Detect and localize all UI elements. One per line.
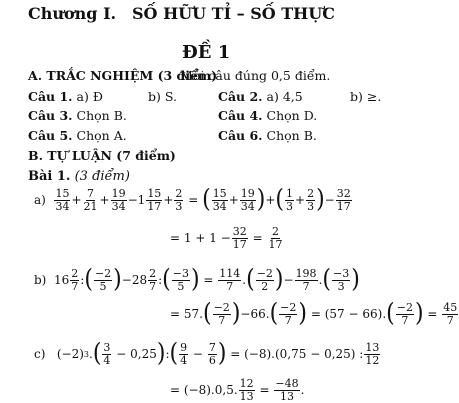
question-label: Câu 2. xyxy=(218,89,263,104)
section-b-heading: B. TỰ LUẬN (7 điểm) xyxy=(28,148,176,163)
answer-row xyxy=(28,91,103,104)
fraction: $\frac{-48}{13}$ xyxy=(275,377,299,403)
chapter-label: Chương I. xyxy=(28,4,117,23)
question-label: Câu 6. xyxy=(218,128,263,143)
fraction: $\frac{2}{7}$ xyxy=(149,267,157,293)
fraction: $\frac{13}{12}$ xyxy=(365,341,380,367)
fraction: $\frac{-2}{2}$ xyxy=(256,267,273,293)
fraction: $\frac{2}{17}$ xyxy=(268,225,283,251)
exam-title: ĐỀ 1 xyxy=(182,42,231,63)
equation-c-line1: c) (−2) 3 . ( $\frac{3}{4}$ − 0,25 ) : ( $\frac{9}{4}$ − $\frac{7}{6}$ ) = (−8).(0,75 − 0,25) : $\frac{13}{12}$ xyxy=(34,339,380,368)
equation-a-line2: = 1 + 1 − $\frac{32}{17}$ = $\frac{2}{17}$ xyxy=(170,225,283,251)
answer-row xyxy=(28,130,127,143)
fraction: $\frac{-2}{7}$ xyxy=(213,301,230,327)
fraction: $\frac{15}{34}$ xyxy=(55,187,70,213)
answer-value: Chọn B. xyxy=(266,128,317,143)
equation-b-line1: b) 16 $\frac{2}{7}$ : ( $\frac{-2}{5}$ ) − 28 $\frac{2}{7}$ : ( $\frac{-3}{5}$ ) = $\frac{114}{7}$ . ( $\frac{-2}{2}$ ) − $\frac{198}{7}$ . ( $\frac{-3}{3}$ ) xyxy=(34,265,360,294)
question-label: Câu 1. xyxy=(28,89,73,104)
fraction: $\frac{-2}{5}$ xyxy=(94,267,112,293)
fraction: $\frac{2}{3}$ xyxy=(307,187,315,213)
fraction: $\frac{7}{21}$ xyxy=(83,187,98,213)
answer-value: Chọn D. xyxy=(266,108,318,123)
answer-extra: b) ≥. xyxy=(350,89,382,104)
equation-b-line2: = 57 . ( $\frac{-2}{7}$ ) − 66 . ( $\frac{-2}{7}$ ) = ( 57 − 66 ). ( $\frac{-2}{7}$ ) = $\frac{45}{7}$ xyxy=(170,299,458,328)
item-label: b) xyxy=(34,273,47,288)
answer-value: a) 4,5 xyxy=(266,89,303,104)
fraction: $\frac{198}{7}$ xyxy=(295,267,317,293)
answer-row xyxy=(218,110,317,123)
answer-row xyxy=(28,110,127,123)
question-label: Câu 3. xyxy=(28,108,73,123)
exercise-label: Bài 1. xyxy=(28,169,71,184)
question-label: Câu 5. xyxy=(28,128,73,143)
fraction: $\frac{2}{3}$ xyxy=(175,187,183,213)
fraction: $\frac{-2}{7}$ xyxy=(280,301,297,327)
question-label: Câu 4. xyxy=(218,108,263,123)
fraction: $\frac{12}{13}$ xyxy=(239,377,254,403)
fraction: $\frac{2}{7}$ xyxy=(71,267,79,293)
fraction: $\frac{15}{34}$ xyxy=(212,187,227,213)
item-label: a) xyxy=(34,193,46,208)
fraction: $\frac{32}{17}$ xyxy=(232,225,247,251)
equation-a-line1: a) $\frac{15}{34}$ + $\frac{7}{21}$ + $\frac{19}{34}$ − 1 $\frac{15}{17}$ + $\frac{2}{3}$ = ( $\frac{15}{34}$ + $\frac{19}{34}$ ) + ( $\frac{1}{3}$ + $\frac{2}{3}$ ) − $\frac{32}{17}$ xyxy=(34,185,351,214)
item-label: c) xyxy=(34,347,46,362)
fraction: $\frac{1}{3}$ xyxy=(286,187,293,213)
fraction: $\frac{19}{34}$ xyxy=(111,187,126,213)
fraction: $\frac{15}{17}$ xyxy=(147,187,162,213)
section-a-note: Mỗi câu đúng 0,5 điểm. xyxy=(180,68,331,83)
answer-row xyxy=(218,91,303,104)
fraction: $\frac{-2}{7}$ xyxy=(396,301,413,327)
answer-row xyxy=(218,130,317,143)
exercise-heading xyxy=(28,170,130,183)
fraction: $\frac{-3}{5}$ xyxy=(172,267,189,293)
fraction: $\frac{114}{7}$ xyxy=(219,267,241,293)
section-a-heading: A. TRẮC NGHIỆM (3 điểm) xyxy=(28,68,218,83)
chapter-title: SỐ HỮU TỈ – SỐ THỰC xyxy=(132,4,335,23)
exercise-points: (3 điểm) xyxy=(74,169,130,184)
fraction: $\frac{-3}{3}$ xyxy=(332,267,350,293)
answer-value: Chọn B. xyxy=(76,108,127,123)
equation-c-line2: = (−8).0,5. $\frac{12}{13}$ = $\frac{-48}{13}$ . xyxy=(170,377,305,403)
fraction: $\frac{45}{7}$ xyxy=(443,301,458,327)
fraction: $\frac{19}{34}$ xyxy=(240,187,255,213)
answer-extra: b) S. xyxy=(148,89,177,104)
fraction: $\frac{3}{4}$ xyxy=(103,341,111,367)
answer-value: a) Đ xyxy=(76,89,103,104)
answer-value: Chọn A. xyxy=(76,128,127,143)
fraction: $\frac{9}{4}$ xyxy=(180,341,188,367)
fraction: $\frac{32}{17}$ xyxy=(336,187,351,213)
fraction: $\frac{7}{6}$ xyxy=(208,341,216,367)
